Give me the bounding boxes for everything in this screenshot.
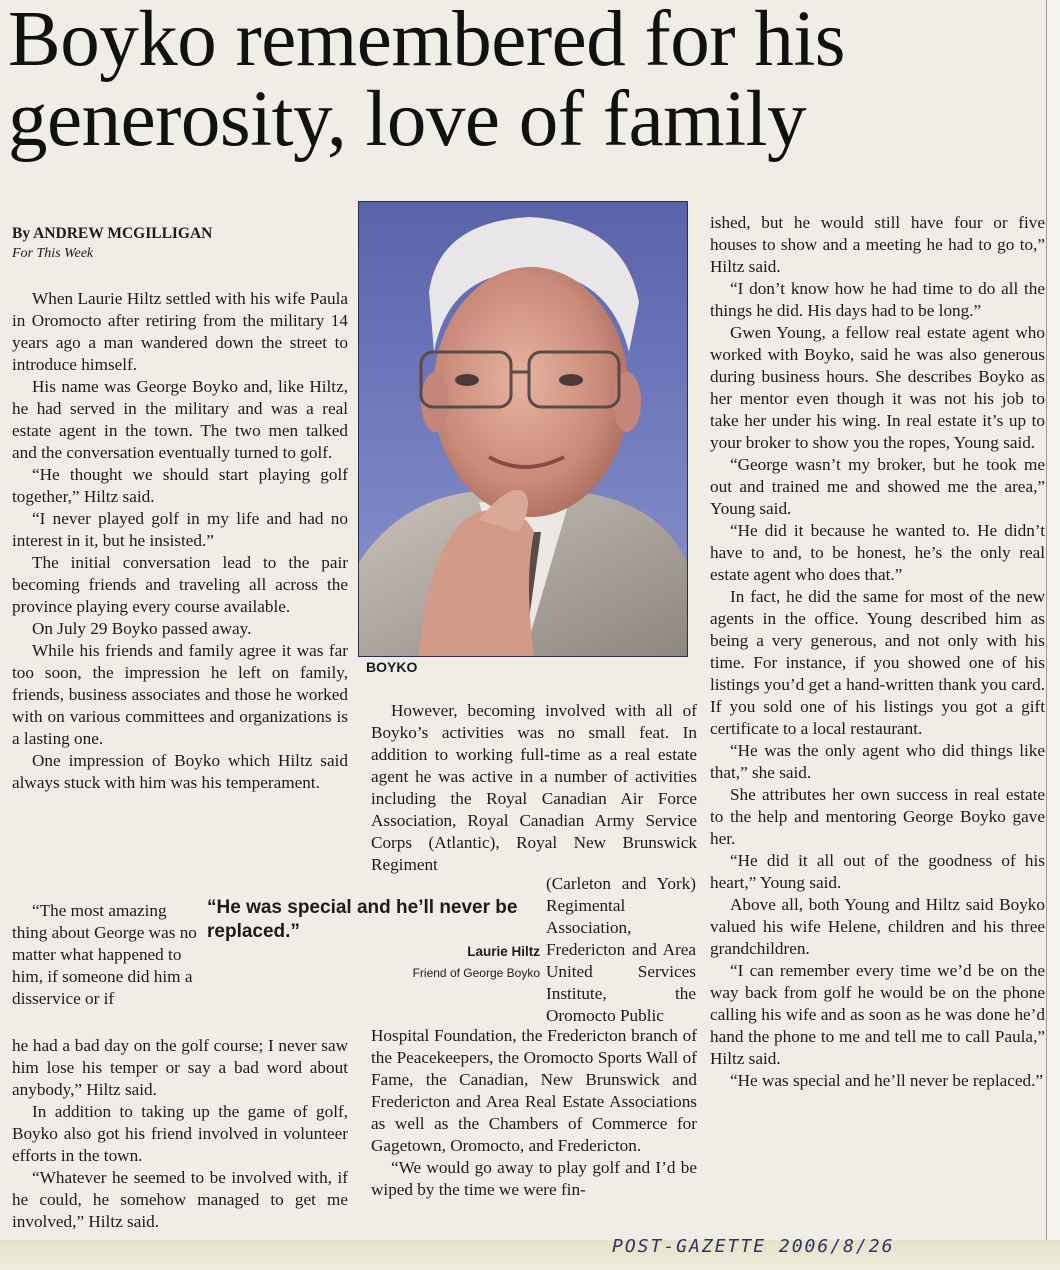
paragraph: While his friends and family agree it was far too soon, the impression he left on family, friends, business associates and those he worked with on various committees and organizations is a lasting one. [12, 641, 348, 748]
article-column-2 [371, 700, 697, 876]
handwritten-source-note: POST-GAZETTE 2006/8/26 [612, 1236, 895, 1257]
paragraph: “We would go away to play golf and I’d be wiped by the time we were fin- [371, 1158, 697, 1199]
paragraph: “Whatever he seemed to be involved with, if he could, he somehow managed to get me involved,” Hiltz said. [12, 1168, 348, 1231]
paragraph: The initial conversation lead to the pair becoming friends and traveling all across the province playing every course available. [12, 553, 348, 616]
article-column-2-bottom [371, 1025, 697, 1201]
paragraph: “I can remember every time we’d be on the way back from golf he would be on the phone calling his wife and as soon as he was done he’d hand the phone to me and tell me to call Paula,” Hiltz said. [710, 961, 1045, 1068]
paragraph-continued: ished, but he would still have four or five houses to show and a meeting he had to go to,” Hiltz said. [710, 213, 1045, 276]
pull-quote: “He was special and he’ll never be replaced.” [207, 897, 518, 942]
paragraph: “The most amazing thing about George was no matter what happened to him, if someone did him a disservice or if [12, 901, 197, 1008]
byline: By ANDREW MCGILLIGAN [12, 225, 213, 242]
photo-caption: BOYKO [366, 659, 418, 675]
paragraph: “He thought we should start playing golf together,” Hiltz said. [12, 465, 348, 506]
paragraph: One impression of Boyko which Hiltz said always stuck with him was his temperament. [12, 751, 348, 792]
paragraph: In addition to taking up the game of golf, Boyko also got his friend involved in volunteer efforts in the town. [12, 1102, 348, 1165]
portrait-illustration [359, 202, 687, 656]
paragraph: Above all, both Young and Hiltz said Boyko valued his wife Helene, children and his three grandchildren. [710, 895, 1045, 958]
paragraph: However, becoming involved with all of Boyko’s activities was no small feat. In addition to working full-time as a real estate agent he was active in a number of activities including the Royal Canadian Air Force Association, Royal Canadian Army Service Corps (Atlantic), Royal New Brunswick Regiment [371, 701, 697, 874]
paragraph: When Laurie Hiltz settled with his wife Paula in Oromocto after retiring from the military 14 years ago a man wandered down the street to introduce himself. [12, 289, 348, 374]
adjacent-page-edge [1046, 0, 1060, 1270]
article-column-2-narrow [546, 873, 696, 1027]
byline-source: For This Week [12, 246, 94, 261]
paragraph: She attributes her own success in real estate to the help and mentoring George Boyko gave her. [710, 785, 1045, 848]
headline: Boyko remembered for his generosity, love of family [8, 0, 846, 163]
paragraph: In fact, he did the same for most of the new agents in the office. Young described him as being a very generous, and not only with his time. For instance, if you showed one of his listings you’d get a hand-written thank you card. If you sold one of his listings you got a gift certificate to a local restaurant. [710, 587, 1045, 738]
paragraph-continued: Hospital Foundation, the Fredericton branch of the Peacekeepers, the Oromocto Sports Wall of Fame, the Canadian, New Brunswick and Fredericton and Area Real Estate Associations as well as the Chambers of Commerce for Gagetown, Oromocto, and Fredericton. [371, 1026, 697, 1155]
boyko-portrait-photo [358, 201, 688, 657]
article-column-3 [710, 212, 1045, 1092]
paragraph: Gwen Young, a fellow real estate agent who worked with Boyko, said he was also generous during business hours. She describes Boyko as her mentor even though it was not his job to take her under his wing. In real estate it’s up to your broker to show you the ropes, Young said. [710, 323, 1045, 452]
paragraph: “He did it because he wanted to. He didn’t have to and, to be honest, he’s the only real estate agent who does that.” [710, 521, 1045, 584]
pull-quote-name: Laurie Hiltz [467, 944, 540, 959]
paragraph: On July 29 Boyko passed away. [32, 619, 252, 638]
article-column-1-wrap [12, 900, 200, 1010]
pull-quote-role: Friend of George Boyko [412, 966, 540, 980]
paragraph: “I don’t know how he had time to do all the things he did. His days had to be long.” [710, 279, 1045, 320]
paragraph: “He did it all out of the goodness of his heart,” Young said. [710, 851, 1045, 892]
article-column-1 [12, 288, 348, 794]
paragraph: “I never played golf in my life and had no interest in it, but he insisted.” [12, 509, 348, 550]
paragraph: “He was the only agent who did things like that,” she said. [710, 741, 1045, 782]
paragraph: His name was George Boyko and, like Hiltz, he had served in the military and was a real estate agent in the town. The two men talked and the conversation eventually turned to golf. [12, 377, 348, 462]
paragraph: “George wasn’t my broker, but he took me out and trained me and showed me the area,” Young said. [710, 455, 1045, 518]
paragraph-continued: he had a bad day on the golf course; I never saw him lose his temper or say a bad word about anybody,” Hiltz said. [12, 1036, 348, 1099]
paragraph-continued: (Carleton and York) Regimental Association, Fredericton and Area United Services Institute, the Oromocto Public [546, 874, 696, 1025]
article-column-1-tail [12, 1035, 348, 1233]
paragraph: “He was special and he’ll never be replaced.” [730, 1071, 1044, 1090]
